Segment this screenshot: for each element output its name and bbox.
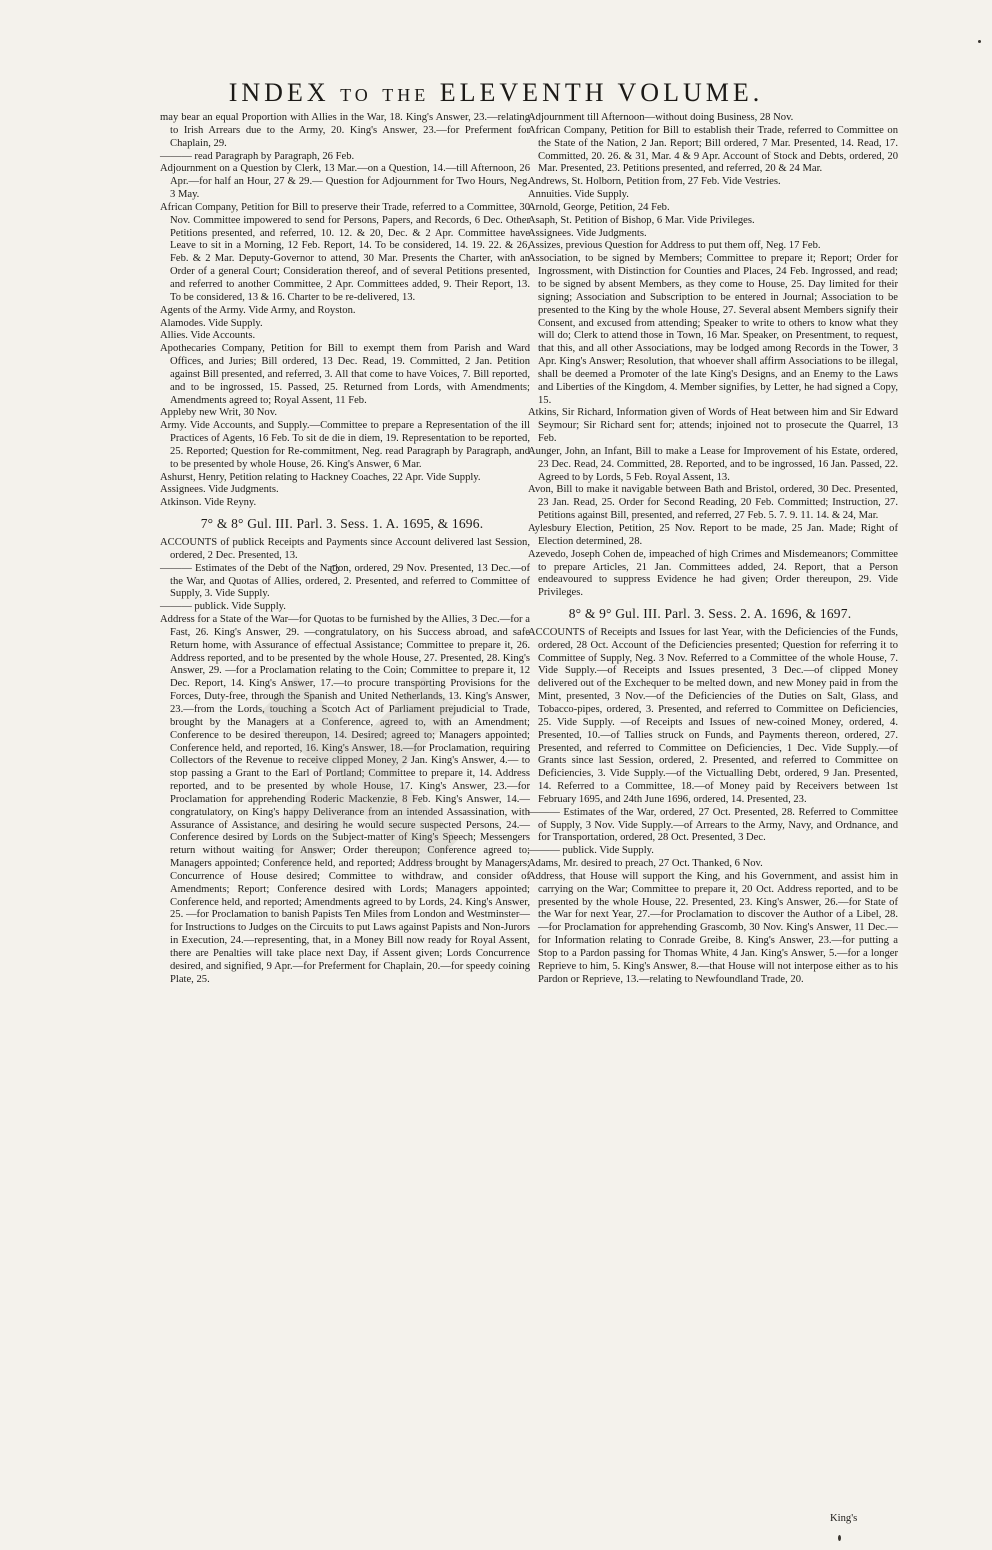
right-section-entry: Adams, Mr. desired to preach, 27 Oct. Thanked, 6 Nov. (528, 858, 763, 870)
left-index-entry: Apothecaries Company, Petition for Bill to exempt them from Parish and Ward Offices, and Juries; Bill ordered, 13 Dec. Read, 19. Committed, 2 Jan. Petition against Bill presented, and referred, 3. All that come to have Voices, 7. Bill reported, and to be ingrossed, 15. Passed, 25. Returned from Lords, with Amendments; Amendments agreed to; Royal Assent, 11 Feb. (160, 343, 530, 406)
left-index-entry: African Company, Petition for Bill to preserve their Trade, referred to a Committee, 30 Nov. Committee impowered to send for Persons, Papers, and Records, 6 Dec. Other Petitions presented, and referred, 10. 12. & 20, Dec. & 2 Apr. Committee have Leave to sit in a Morning, 12 Feb. Report, 14. To be considered, 14. 19. 22. & 26, Feb. & 2 Mar. Deputy-Governor to attend, 30 Mar. Presents the Charter, with an Order of a general Court; Consideration thereof, and of several Petitions presented, and referred to another Committee, 2 Apr. Committees added, 9. Their Report, 13. To be considered, 13 & 16. Charter to be re-delivered, 13. (160, 201, 530, 303)
page-title: INDEX to the ELEVENTH VOLUME. (228, 78, 764, 107)
ink-mark (330, 565, 339, 574)
left-index-entry: Army. Vide Accounts, and Supply.—Committee to prepare a Representation of the ill Practices of Agents, 16 Feb. To sit de die in diem, 19. Representation to be reported, 25. Reported; Question for Re-commitment, Neg. read Paragraph by Paragraph, and to be presented by whole House, 26. King's Answer, 6 Mar. (160, 420, 530, 470)
right-index-entry: Assignees. Vide Judgments. (528, 227, 647, 239)
right-section-entry: Address, that House will support the King, and his Government, and assist him in carrying on the War; Committee to prepare it, 20 Oct. Address reported, and to be presented by the whole House, 22. Presented, 23. King's Answer, 26.—for State of the War for next Year, 27.—for Proclamation to discover the Author of a Libel, 28.—for Proclamation for apprehending Grascomb, 30 Nov. King's Answer, 11 Dec.—for Information relating to Conrade Greibe, 8. King's Answer, 23.—for putting a Stop to a Pardon passing for Thomas White, 4 Jan. King's Answer, 5.—for a longer Reprieve to him, 5. King's Answer, 8.—that House will not interpose either as to his Pardon or Reprieve, 13.—relating to Newfoundland Trade, 20. (528, 870, 898, 985)
left-index-entry: Assignees. Vide Judgments. (160, 484, 279, 496)
section-heading-1695: 7° & 8° Gul. III. Parl. 3. Sess. 1. A. 1695, & 1696. (200, 516, 484, 532)
right-section-entry: ——— Estimates of the War, ordered, 27 Oct. Presented, 28. Referred to Committee of Supply, 3 Nov. Vide Supply.—of Arrears to the Army, Navy, and Ordnance, and for Transportation, ordered, 28 Oct. Presented, 3 Dec. (528, 806, 898, 844)
left-section-entries (160, 537, 530, 987)
left-entries (160, 112, 530, 510)
right-section-entry: ACCOUNTS of Receipts and Issues for last Year, with the Deficiencies of the Funds, ordered, 28 Oct. Account of the Deficiencies presented; Question for referring it to Committee of Supply, Neg. 3 Nov. Referred to a Committee of the whole House, 7. Vide Supply.—of Receipts and Issues presented, 3 Dec.—of clipped Money delivered out of the Exchequer to be melted down, and new Money paid in from the Mint, presented, 3 Nov.—of the Deficiencies of the Duties on Salt, Glass, and Tobacco-pipes, ordered, 3. Presented, and referred to Committee on Deficiencies, 25. Vide Supply. —of Receipts and Issues of new-coined Money, ordered, 4. Presented, 10.—of Tallies struck on Funds, and Payments thereon, ordered, 27. Presented, and referred to Committee on Deficiencies, 1 Dec. Vide Supply.—of Grants since last Session, ordered, 2. Presented, and referred to Committee on Deficiencies, 3. Vide Supply.—of the Victualling Debt, ordered, 9 Jan. Presented, 14. Referred to a Committee, 18.—of Money paid by Receivers between 1st February 1695, and 24th June 1696, ordered, 14. Presented, 23. (528, 626, 898, 805)
left-section-entry: ACCOUNTS of publick Receipts and Payments since Account delivered last Session, ordered, 2 Dec. Presented, 13. (160, 537, 530, 561)
section-heading-1696: 8° & 9° Gul. III. Parl. 3. Sess. 2. A. 1696, & 1697. (568, 606, 852, 622)
right-entries (528, 112, 898, 600)
catchword: King's (830, 1513, 858, 1524)
right-index-entry: Atkins, Sir Richard, Information given of Words of Heat between him and Sir Edward Seymour; Sir Richard sent for; attends; injoined not to prosecute the Quarrel, 13 Feb. (528, 407, 898, 445)
left-index-entry: Allies. Vide Accounts. (160, 330, 256, 342)
right-index-entry: Assizes, previous Question for Address to put them off, Neg. 17 Feb. (528, 240, 821, 252)
left-index-entry: Atkinson. Vide Reyny. (160, 497, 257, 509)
right-index-entry: Aylesbury Election, Petition, 25 Nov. Report to be made, 25 Jan. Made; Right of Election determined, 28. (528, 523, 898, 547)
left-section-entry: ——— publick. Vide Supply. (160, 601, 286, 613)
right-column (528, 112, 898, 987)
left-section-entry: ——— Estimates of the Debt of the Nation, ordered, 29 Nov. Presented, 13 Dec.—of the War, and Quotas of Allies, ordered, 2. Presented, and referred to Committee of Supply, 3. Vide Supply. (160, 562, 530, 600)
ink-mark (978, 40, 981, 43)
right-section-entry: ——— publick. Vide Supply. (528, 845, 654, 857)
right-index-entry: Aunger, John, an Infant, Bill to make a Lease for Improvement of his Estate, ordered, 23 Dec. Read, 24. Committed, 28. Reported, and to be ingrossed, 16 Jan. Passed, 22. Agreed to by Lords, 5 Feb. Royal Assent, 13. (528, 445, 898, 483)
left-index-entry: Appleby new Writ, 30 Nov. (160, 407, 277, 419)
right-index-entry: Asaph, St. Petition of Bishop, 6 Mar. Vide Privileges. (528, 214, 755, 226)
right-index-entry: Andrews, St. Holborn, Petition from, 27 Feb. Vide Vestries. (528, 176, 781, 188)
left-index-entry: Ashurst, Henry, Petition relating to Hackney Coaches, 22 Apr. Vide Supply. (160, 471, 481, 483)
left-index-entry: ——— read Paragraph by Paragraph, 26 Feb. (160, 150, 355, 162)
left-column (160, 112, 530, 987)
left-index-entry: Agents of the Army. Vide Army, and Royston. (160, 304, 356, 316)
left-index-entry: may bear an equal Proportion with Allies in the War, 18. King's Answer, 23.—relating to Irish Arrears due to the Army, 20. King's Answer, 23.—for Preferment for Chaplain, 29. (160, 112, 530, 149)
right-index-entry: Avon, Bill to make it navigable between Bath and Bristol, ordered, 30 Dec. Presented, 23 Jan. Read, 25. Order for Second Reading, 20 Feb. Committed; Instruction, 27. Petitions against Bill, presented, and referred, 27 Feb. 5. 7. 9. 11. 14. & 24, Mar. (528, 484, 898, 522)
right-index-entry: Arnold, George, Petition, 24 Feb. (528, 201, 670, 213)
left-index-entry: Adjournment on a Question by Clerk, 13 Mar.—on a Question, 14.—till Afternoon, 26 Apr.—for half an Hour, 27 & 29.— Question for Adjournment for Two Hours, Neg. 3 May. (160, 163, 530, 201)
right-index-entry: Annuities. Vide Supply. (528, 189, 629, 201)
left-section-entry: Address for a State of the War—for Quotas to be furnished by the Allies, 3 Dec.—for a Fast, 26. King's Answer, 29. —congratulatory, on his Success abroad, and safe Return home, with Assurance of effectual Assistance; Committee to prepare it, 26. Address reported, and to be presented by the whole House, 27. Presented, 28. King's Answer, 29. —for a Proclamation relating to the Coin; Committee to prepare it, 12 Dec. Report, 14. King's Answer, 17.—to procure transporting Provisions for the Forces, Duty-free, through the Spanish and United Netherlands, 13. King's Answer, 23.—from the Lords, touching a Scotch Act of Parliament prejudicial to Trade, brought by the Managers at a Conference, agreed to, with an Amendment; Conference to be desired thereupon, 14. Desired; agreed to; Managers appointed; Conference held, and reported, 16. King's Answer, 18.—for Proclamation, requiring Collectors of the Revenue to receive clipped Money, 2 Jan. King's Answer, 4.— to stop passing a Grant to the Earl of Portland; Committee to prepare it, 14. Address reported, and to be presented by whole House, 17. King's Answer, 23.—for Proclamation for apprehending Roderic Mackenzie, 8 Feb. King's Answer, 14.—congratulatory, on King's happy Deliverance from an intended Assassination, with Assurance of Assistance, and desiring he would secure suspected Persons, 24.—Conference desired by Lords on the Subject-matter of King's Speech; Messengers return without waiting for Answer; Order thereupon; Conference agreed to; Managers appointed; Conference held, and reported; Address brought by Managers; Concurrence of House desired; Committee to withdraw, and consider of Amendments; Report; Conference desired with Lords; Managers appointed; Conference held, and reported; Amendments agreed to by Lords, 24. King's Answer, 25. —for Proclamation to banish Papists Ten Miles from London and Westminster—for Instructions to Judges on the Circuits to put Laws against Papists and Non-Jurors in Execution, 24.—representing, that, in a Money Bill now ready for Royal Assent, there are Penalties will take place next Day, if Assent given; Lords Concurrence desired, and signified, 9 Apr.—for Preferment for Chaplain, 20.—for speedy coining Plate, 25. (160, 614, 530, 985)
right-section-entries (528, 627, 898, 987)
left-index-entry: Alamodes. Vide Supply. (160, 317, 263, 329)
ink-mark (838, 1535, 841, 1541)
right-index-entry: Azevedo, Joseph Cohen de, impeached of high Crimes and Misdemeanors; Committee to prepare Articles, 21 Jan. Committees added, 24. Report, that a Person endeavoured to suppress Evidence he had given; Order thereupon, 29. Vide Privileges. (528, 548, 898, 599)
right-index-entry: Association, to be signed by Members; Committee to prepare it; Report; Order for Ingrossment, with Distinction for Counties and Places, 24 Feb. Ingrossed, and read; to be signed by absent Members, as they come to House, 25. Day limited for their signing; Association and Subscription to be entered in Journal; Association to be presented to the King by the whole House, 27. Several absent Members signify their Consent, and excused from attending; Speaker to write to others to know what they will do; Clerk to attend those in Town, 16 Mar. Speaker, on Presentment, to request, that this, and all other Associations, may be lodged among Records in the Tower, 3 Apr. King's Answer; Resolution, that whoever shall affirm Associations to be illegal, shall be deemed a Promoter of the late King's Designs, and an Enemy to the Laws and Liberties of the Kingdom, 4. Member signifies, by Letter, he had signed a Copy, 15. (528, 253, 898, 406)
right-index-entry: Adjournment till Afternoon—without doing Business, 28 Nov. (528, 112, 794, 123)
right-index-entry: African Company, Petition for Bill to establish their Trade, referred to Committee on the State of the Nation, 2 Jan. Report; Bill ordered, 7 Mar. Presented, 14. Read, 17. Committed, 20. 26. & 31, Mar. 4 & 9 Apr. Account of Stock and Debts, ordered, 20 Mar. Presented, 23. Petitions presented, and referred, 20 & 24 Mar. (528, 124, 898, 175)
